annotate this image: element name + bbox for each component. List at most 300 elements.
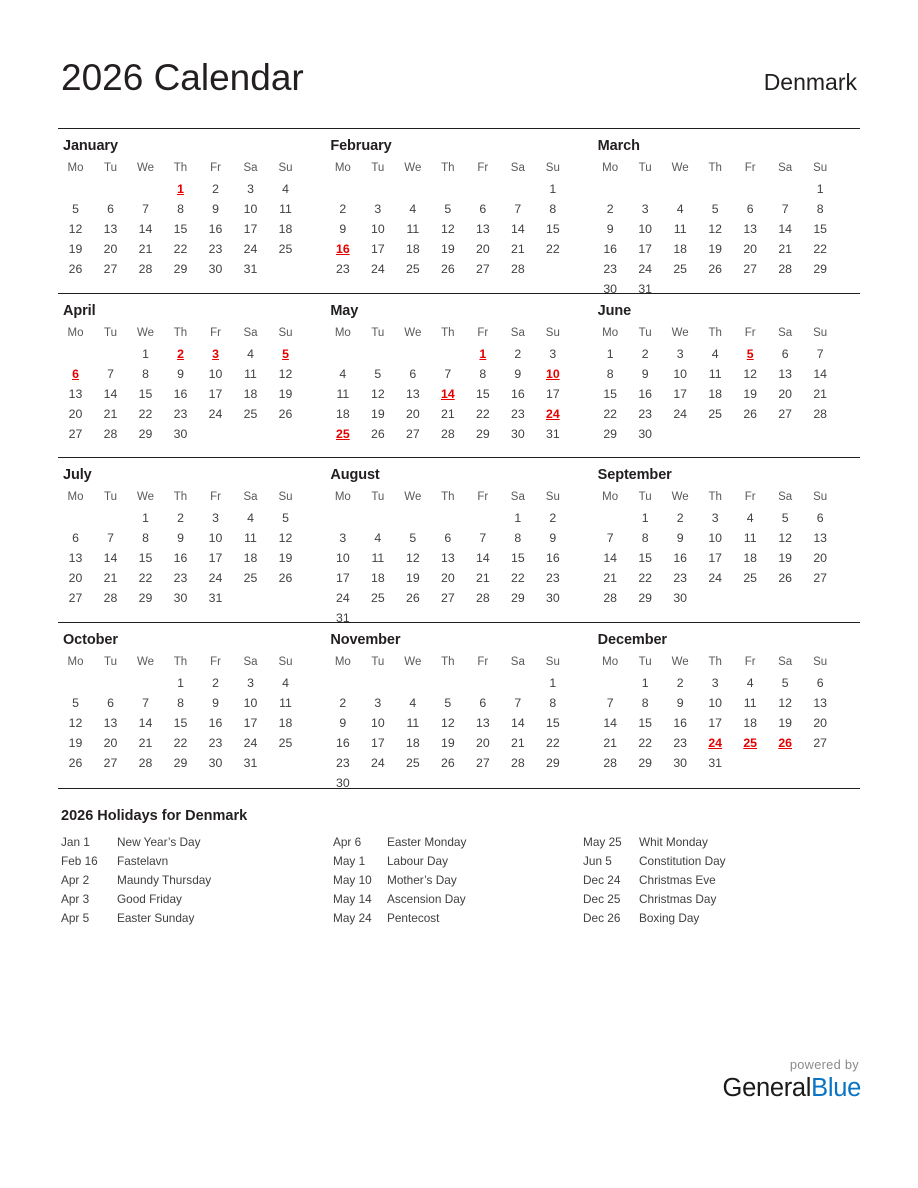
day-cell[interactable]: 23 (603, 262, 617, 276)
day-cell[interactable]: 1 (641, 511, 649, 525)
day-cell[interactable]: 24 (370, 262, 385, 276)
day-cell[interactable]: 23 (173, 407, 188, 421)
day-cell[interactable]: 12 (440, 716, 455, 730)
day-cell[interactable]: 10 (370, 222, 385, 236)
day-cell[interactable]: 13 (103, 716, 118, 730)
day-cell[interactable]: 28 (603, 591, 617, 605)
day-cell[interactable]: 28 (103, 591, 118, 605)
day-cell[interactable]: 28 (510, 262, 525, 276)
day-cell[interactable]: 10 (335, 551, 350, 565)
day-cell[interactable]: 5 (781, 676, 789, 690)
day-cell[interactable]: 22 (138, 571, 153, 585)
day-cell[interactable]: 23 (638, 407, 652, 421)
day-cell[interactable]: 9 (339, 716, 347, 730)
day-cell[interactable]: 14 (510, 222, 525, 236)
day-cell[interactable]: 19 (370, 407, 385, 421)
day-cell[interactable]: 5 (444, 202, 452, 216)
day-cell[interactable]: 21 (603, 571, 617, 585)
day-cell[interactable]: 2 (641, 347, 649, 361)
day-cell[interactable]: 28 (138, 262, 153, 276)
day-cell[interactable]: 25 (278, 242, 293, 256)
day-cell[interactable]: 5 (282, 511, 289, 525)
day-cell[interactable]: 15 (603, 387, 617, 401)
day-cell[interactable]: 11 (279, 202, 292, 216)
day-cell[interactable]: 21 (813, 387, 827, 401)
day-cell[interactable]: 10 (243, 696, 258, 710)
day-cell[interactable]: 21 (103, 571, 118, 585)
day-cell[interactable]: 8 (816, 202, 824, 216)
day-cell[interactable]: 13 (475, 222, 490, 236)
day-cell[interactable]: 23 (335, 262, 350, 276)
day-cell[interactable]: 9 (641, 367, 649, 381)
day-cell[interactable]: 4 (676, 202, 684, 216)
day-cell[interactable]: 7 (606, 696, 614, 710)
day-cell[interactable]: 8 (142, 367, 149, 381)
day-cell[interactable]: 22 (510, 571, 525, 585)
day-cell[interactable]: 4 (247, 511, 254, 525)
day-cell[interactable]: 15 (545, 716, 560, 730)
day-cell[interactable]: 27 (813, 571, 827, 585)
day-cell[interactable]: 24 (370, 756, 385, 770)
day-cell[interactable]: 11 (708, 367, 722, 381)
day-cell[interactable]: 20 (68, 407, 83, 421)
day-cell[interactable]: 17 (370, 242, 385, 256)
day-cell[interactable]: 13 (440, 551, 455, 565)
day-cell[interactable]: 9 (606, 222, 614, 236)
day-cell[interactable]: 18 (370, 571, 385, 585)
day-cell[interactable]: 16 (173, 387, 188, 401)
day-cell[interactable]: 24 (243, 736, 258, 750)
day-cell[interactable]: 17 (208, 387, 223, 401)
day-cell[interactable]: 29 (138, 591, 153, 605)
day-cell[interactable]: 11 (279, 696, 292, 710)
day-cell[interactable]: 29 (475, 427, 490, 441)
day-cell[interactable]: 1 (142, 511, 149, 525)
day-cell[interactable]: 13 (68, 387, 83, 401)
day-cell[interactable]: 4 (374, 531, 382, 545)
day-cell[interactable]: 26 (278, 407, 293, 421)
day-cell[interactable]: 11 (244, 367, 257, 381)
day-cell[interactable]: 15 (173, 222, 188, 236)
day-cell[interactable]: 5 (72, 696, 79, 710)
day-cell[interactable]: 16 (603, 242, 617, 256)
day-cell[interactable]: 25 (405, 756, 420, 770)
day-cell[interactable]: 22 (603, 407, 617, 421)
day-cell[interactable]: 31 (243, 262, 258, 276)
day-cell[interactable]: 19 (278, 551, 293, 565)
day-cell[interactable]: 23 (545, 571, 560, 585)
day-cell[interactable]: 19 (440, 242, 455, 256)
day-cell[interactable]: 21 (603, 736, 617, 750)
day-cell[interactable]: 27 (475, 756, 490, 770)
day-cell[interactable]: 20 (778, 387, 792, 401)
day-cell[interactable]: 28 (440, 427, 455, 441)
day-cell[interactable]: 19 (278, 387, 293, 401)
day-cell[interactable]: 28 (138, 756, 153, 770)
day-cell[interactable]: 2 (549, 511, 557, 525)
day-cell[interactable]: 8 (142, 531, 149, 545)
day-cell[interactable]: 2 (676, 676, 684, 690)
day-cell[interactable]: 19 (708, 242, 722, 256)
day-cell[interactable]: 26 (68, 262, 83, 276)
day-cell[interactable]: 10 (638, 222, 652, 236)
day-cell[interactable]: 4 (746, 511, 754, 525)
day-cell[interactable]: 28 (813, 407, 827, 421)
day-cell[interactable]: 30 (673, 756, 687, 770)
day-cell[interactable]: 8 (549, 202, 557, 216)
day-cell[interactable]: 12 (370, 387, 385, 401)
day-cell[interactable]: 28 (103, 427, 118, 441)
day-cell[interactable]: 17 (243, 716, 258, 730)
day-cell[interactable]: 6 (444, 531, 452, 545)
day-cell[interactable]: 27 (813, 736, 827, 750)
day-cell[interactable]: 4 (282, 676, 289, 690)
day-cell-holiday[interactable]: 5 (282, 347, 289, 361)
day-cell[interactable]: 13 (778, 367, 792, 381)
day-cell[interactable]: 28 (475, 591, 490, 605)
day-cell[interactable]: 1 (177, 676, 184, 690)
day-cell[interactable]: 22 (545, 242, 560, 256)
day-cell[interactable]: 6 (479, 202, 487, 216)
day-cell[interactable]: 3 (711, 511, 719, 525)
day-cell[interactable]: 27 (743, 262, 757, 276)
day-cell[interactable]: 15 (475, 387, 490, 401)
day-cell-holiday[interactable]: 24 (545, 407, 560, 421)
day-cell[interactable]: 22 (813, 242, 827, 256)
day-cell[interactable]: 14 (778, 222, 792, 236)
day-cell[interactable]: 24 (638, 262, 652, 276)
day-cell[interactable]: 18 (708, 387, 722, 401)
day-cell[interactable]: 6 (816, 511, 824, 525)
day-cell[interactable]: 1 (549, 676, 557, 690)
day-cell-holiday[interactable]: 3 (212, 347, 219, 361)
day-cell[interactable]: 1 (514, 511, 522, 525)
day-cell[interactable]: 30 (173, 591, 188, 605)
day-cell[interactable]: 1 (142, 347, 149, 361)
day-cell[interactable]: 9 (212, 696, 219, 710)
day-cell[interactable]: 10 (708, 531, 722, 545)
day-cell[interactable]: 5 (711, 202, 719, 216)
day-cell[interactable]: 16 (545, 551, 560, 565)
day-cell[interactable]: 2 (339, 202, 347, 216)
day-cell[interactable]: 6 (781, 347, 789, 361)
day-cell[interactable]: 17 (370, 736, 385, 750)
day-cell[interactable]: 20 (813, 716, 827, 730)
day-cell[interactable]: 31 (208, 591, 223, 605)
day-cell[interactable]: 7 (444, 367, 452, 381)
day-cell[interactable]: 16 (510, 387, 525, 401)
day-cell[interactable]: 15 (173, 716, 188, 730)
day-cell[interactable]: 2 (606, 202, 614, 216)
day-cell[interactable]: 17 (243, 222, 258, 236)
day-cell[interactable]: 15 (638, 551, 652, 565)
day-cell[interactable]: 12 (778, 696, 792, 710)
day-cell[interactable]: 17 (208, 551, 223, 565)
day-cell[interactable]: 3 (711, 676, 719, 690)
day-cell[interactable]: 5 (409, 531, 417, 545)
day-cell[interactable]: 24 (673, 407, 687, 421)
day-cell[interactable]: 11 (673, 222, 687, 236)
day-cell[interactable]: 31 (638, 282, 652, 296)
day-cell[interactable]: 27 (405, 427, 420, 441)
day-cell[interactable]: 29 (138, 427, 153, 441)
day-cell[interactable]: 2 (212, 182, 219, 196)
day-cell[interactable]: 14 (813, 367, 827, 381)
day-cell[interactable]: 8 (549, 696, 557, 710)
day-cell-holiday[interactable]: 2 (177, 347, 184, 361)
day-cell[interactable]: 4 (339, 367, 347, 381)
day-cell[interactable]: 18 (243, 387, 258, 401)
day-cell[interactable]: 3 (212, 511, 219, 525)
day-cell[interactable]: 27 (103, 262, 118, 276)
day-cell[interactable]: 7 (142, 202, 149, 216)
day-cell[interactable]: 11 (336, 387, 350, 401)
day-cell[interactable]: 23 (208, 736, 223, 750)
day-cell[interactable]: 3 (676, 347, 684, 361)
day-cell[interactable]: 21 (510, 736, 525, 750)
day-cell[interactable]: 3 (374, 696, 382, 710)
day-cell[interactable]: 29 (173, 756, 188, 770)
day-cell[interactable]: 24 (243, 242, 258, 256)
day-cell[interactable]: 22 (545, 736, 560, 750)
day-cell[interactable]: 4 (746, 676, 754, 690)
day-cell[interactable]: 11 (406, 222, 420, 236)
day-cell[interactable]: 9 (676, 531, 684, 545)
day-cell[interactable]: 27 (103, 756, 118, 770)
day-cell[interactable]: 2 (514, 347, 522, 361)
day-cell[interactable]: 7 (479, 531, 487, 545)
day-cell[interactable]: 7 (514, 202, 522, 216)
day-cell[interactable]: 4 (282, 182, 289, 196)
day-cell[interactable]: 24 (208, 407, 223, 421)
day-cell[interactable]: 30 (510, 427, 525, 441)
day-cell[interactable]: 7 (816, 347, 824, 361)
day-cell[interactable]: 26 (743, 407, 757, 421)
day-cell[interactable]: 25 (673, 262, 687, 276)
day-cell[interactable]: 21 (510, 242, 525, 256)
day-cell[interactable]: 10 (243, 202, 258, 216)
day-cell[interactable]: 3 (641, 202, 649, 216)
day-cell[interactable]: 31 (243, 756, 258, 770)
day-cell[interactable]: 20 (405, 407, 420, 421)
day-cell[interactable]: 10 (208, 531, 223, 545)
day-cell[interactable]: 3 (247, 182, 254, 196)
day-cell[interactable]: 9 (212, 202, 219, 216)
day-cell-holiday[interactable]: 16 (335, 242, 350, 256)
day-cell[interactable]: 15 (510, 551, 525, 565)
day-cell[interactable]: 26 (440, 262, 455, 276)
day-cell[interactable]: 24 (208, 571, 223, 585)
day-cell[interactable]: 12 (278, 367, 293, 381)
day-cell[interactable]: 31 (708, 756, 722, 770)
day-cell[interactable]: 20 (813, 551, 827, 565)
day-cell[interactable]: 3 (339, 531, 347, 545)
day-cell[interactable]: 6 (479, 696, 487, 710)
day-cell[interactable]: 8 (641, 696, 649, 710)
day-cell[interactable]: 14 (103, 551, 118, 565)
day-cell[interactable]: 30 (335, 776, 350, 790)
day-cell[interactable]: 27 (68, 591, 83, 605)
day-cell[interactable]: 31 (545, 427, 560, 441)
day-cell[interactable]: 17 (673, 387, 687, 401)
day-cell[interactable]: 29 (173, 262, 188, 276)
day-cell-holiday[interactable]: 26 (778, 736, 792, 750)
day-cell[interactable]: 20 (475, 242, 490, 256)
day-cell[interactable]: 22 (138, 407, 153, 421)
day-cell[interactable]: 31 (335, 611, 350, 625)
day-cell[interactable]: 20 (68, 571, 83, 585)
day-cell[interactable]: 16 (335, 736, 350, 750)
day-cell[interactable]: 29 (545, 756, 560, 770)
day-cell[interactable]: 30 (208, 262, 223, 276)
day-cell[interactable]: 15 (638, 716, 652, 730)
day-cell[interactable]: 11 (743, 531, 757, 545)
day-cell[interactable]: 12 (68, 716, 83, 730)
day-cell[interactable]: 22 (475, 407, 490, 421)
day-cell[interactable]: 14 (603, 716, 617, 730)
day-cell-holiday[interactable]: 25 (743, 736, 757, 750)
day-cell[interactable]: 4 (409, 696, 417, 710)
day-cell[interactable]: 2 (339, 696, 347, 710)
day-cell[interactable]: 20 (475, 736, 490, 750)
day-cell[interactable]: 19 (68, 736, 83, 750)
day-cell[interactable]: 18 (405, 736, 420, 750)
day-cell[interactable]: 26 (405, 591, 420, 605)
day-cell[interactable]: 4 (711, 347, 719, 361)
day-cell[interactable]: 20 (743, 242, 757, 256)
day-cell[interactable]: 11 (743, 696, 757, 710)
day-cell[interactable]: 1 (606, 347, 614, 361)
day-cell[interactable]: 9 (514, 367, 522, 381)
day-cell[interactable]: 16 (208, 716, 223, 730)
day-cell[interactable]: 18 (278, 222, 293, 236)
day-cell[interactable]: 7 (107, 531, 114, 545)
day-cell[interactable]: 23 (673, 736, 687, 750)
day-cell[interactable]: 12 (405, 551, 420, 565)
day-cell[interactable]: 15 (545, 222, 560, 236)
day-cell[interactable]: 10 (708, 696, 722, 710)
day-cell[interactable]: 9 (676, 696, 684, 710)
day-cell[interactable]: 1 (549, 182, 557, 196)
day-cell[interactable]: 13 (475, 716, 490, 730)
day-cell[interactable]: 25 (370, 591, 385, 605)
day-cell[interactable]: 15 (138, 387, 153, 401)
day-cell[interactable]: 1 (816, 182, 824, 196)
day-cell[interactable]: 13 (68, 551, 83, 565)
day-cell[interactable]: 30 (638, 427, 652, 441)
day-cell[interactable]: 20 (103, 242, 118, 256)
day-cell-holiday[interactable]: 25 (335, 427, 350, 441)
day-cell[interactable]: 17 (638, 242, 652, 256)
day-cell[interactable]: 12 (708, 222, 722, 236)
day-cell[interactable]: 2 (177, 511, 184, 525)
day-cell[interactable]: 15 (138, 551, 153, 565)
day-cell[interactable]: 10 (208, 367, 223, 381)
day-cell[interactable]: 12 (278, 531, 293, 545)
day-cell[interactable]: 27 (440, 591, 455, 605)
day-cell[interactable]: 3 (549, 347, 557, 361)
day-cell[interactable]: 27 (475, 262, 490, 276)
day-cell[interactable]: 25 (278, 736, 293, 750)
day-cell[interactable]: 23 (335, 756, 350, 770)
day-cell[interactable]: 11 (406, 716, 420, 730)
day-cell[interactable]: 8 (177, 202, 184, 216)
day-cell[interactable]: 30 (208, 756, 223, 770)
day-cell[interactable]: 25 (743, 571, 757, 585)
day-cell[interactable]: 6 (107, 696, 114, 710)
day-cell[interactable]: 23 (173, 571, 188, 585)
day-cell-holiday[interactable]: 24 (708, 736, 722, 750)
day-cell[interactable]: 30 (173, 427, 188, 441)
day-cell[interactable]: 16 (173, 551, 188, 565)
day-cell[interactable]: 6 (409, 367, 417, 381)
day-cell[interactable]: 13 (813, 696, 827, 710)
day-cell[interactable]: 26 (778, 571, 792, 585)
day-cell[interactable]: 29 (638, 756, 652, 770)
day-cell[interactable]: 29 (510, 591, 525, 605)
day-cell[interactable]: 13 (813, 531, 827, 545)
day-cell[interactable]: 2 (676, 511, 684, 525)
day-cell[interactable]: 21 (103, 407, 118, 421)
day-cell[interactable]: 8 (177, 696, 184, 710)
day-cell[interactable]: 7 (781, 202, 789, 216)
day-cell[interactable]: 5 (781, 511, 789, 525)
day-cell[interactable]: 20 (103, 736, 118, 750)
day-cell[interactable]: 25 (708, 407, 722, 421)
day-cell[interactable]: 26 (440, 756, 455, 770)
day-cell[interactable]: 26 (68, 756, 83, 770)
day-cell[interactable]: 9 (177, 367, 184, 381)
day-cell[interactable]: 7 (142, 696, 149, 710)
day-cell[interactable]: 7 (107, 367, 114, 381)
day-cell-holiday[interactable]: 6 (72, 367, 79, 381)
day-cell[interactable]: 18 (673, 242, 687, 256)
day-cell[interactable]: 6 (816, 676, 824, 690)
day-cell[interactable]: 21 (778, 242, 792, 256)
day-cell[interactable]: 22 (173, 242, 188, 256)
day-cell[interactable]: 14 (510, 716, 525, 730)
day-cell[interactable]: 19 (778, 551, 792, 565)
day-cell[interactable]: 12 (440, 222, 455, 236)
day-cell[interactable]: 18 (743, 716, 757, 730)
day-cell[interactable]: 27 (778, 407, 792, 421)
day-cell[interactable]: 25 (243, 407, 258, 421)
day-cell[interactable]: 20 (440, 571, 455, 585)
day-cell[interactable]: 13 (405, 387, 420, 401)
day-cell[interactable]: 7 (514, 696, 522, 710)
day-cell[interactable]: 26 (278, 571, 293, 585)
day-cell[interactable]: 30 (603, 282, 617, 296)
day-cell[interactable]: 28 (603, 756, 617, 770)
day-cell[interactable]: 8 (479, 367, 487, 381)
day-cell-holiday[interactable]: 5 (746, 347, 754, 361)
day-cell[interactable]: 12 (68, 222, 83, 236)
day-cell[interactable]: 8 (514, 531, 522, 545)
day-cell[interactable]: 16 (638, 387, 652, 401)
day-cell[interactable]: 11 (244, 531, 257, 545)
day-cell[interactable]: 16 (673, 551, 687, 565)
day-cell-holiday[interactable]: 14 (440, 387, 455, 401)
day-cell[interactable]: 4 (409, 202, 417, 216)
day-cell[interactable]: 14 (103, 387, 118, 401)
day-cell[interactable]: 9 (177, 531, 184, 545)
day-cell[interactable]: 23 (673, 571, 687, 585)
day-cell[interactable]: 8 (606, 367, 614, 381)
day-cell[interactable]: 3 (374, 202, 382, 216)
day-cell[interactable]: 18 (243, 551, 258, 565)
day-cell[interactable]: 17 (708, 551, 722, 565)
day-cell[interactable]: 24 (708, 571, 722, 585)
